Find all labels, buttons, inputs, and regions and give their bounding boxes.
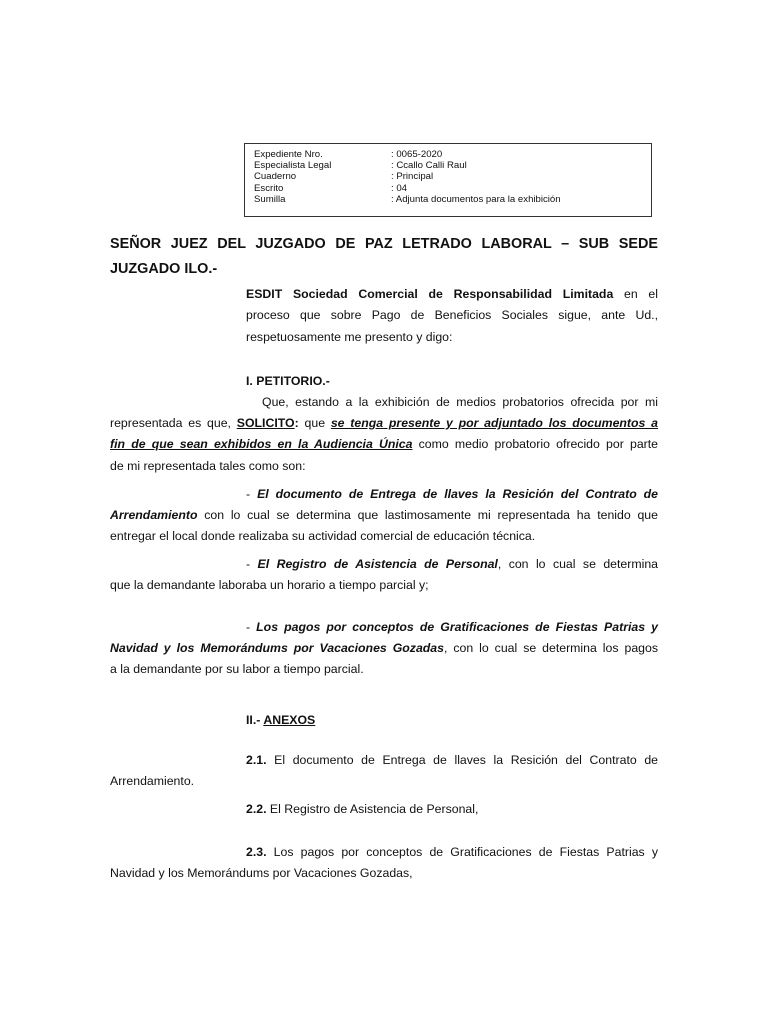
intro-line: respetuosamente me presento y digo: (246, 329, 453, 344)
case-row-especialista (254, 160, 651, 171)
intro-line: proceso que sobre Pago de Beneficios Sociales sigue, ante Ud., (246, 308, 658, 323)
case-row-escrito (254, 183, 651, 194)
evidence-item-2: que la demandante laboraba un horario a tiempo parcial y; (110, 578, 429, 592)
evidence-item-1: Arrendamiento con lo cual se determina que lastimosamente mi representada ha tenido que entregar el local donde realizaba su actividad comercial de educación técnica. (110, 508, 658, 544)
solicito-keyword: SOLICITO (236, 416, 295, 430)
petitorio-line1: Que, estando a la exhibición de medios probatorios ofrecida por mi (262, 395, 658, 409)
addressee-heading-line1: SEÑOR JUEZ DEL JUZGADO DE PAZ LETRADO LABORAL – SUB SEDE (110, 236, 658, 252)
anexo-2-1-line2: Arrendamiento. (110, 774, 195, 788)
intro-paragraph (246, 284, 658, 348)
evidence-item-1-line1: - El documento de Entrega de llaves la Resición del Contrato de (246, 487, 659, 501)
case-value: : Principal (391, 171, 434, 183)
anexo-2-3-line1: 2.3. Los pagos por conceptos de Gratificaciones de Fiestas Patrias y (246, 845, 658, 859)
petitorio-paragraph (110, 413, 658, 477)
case-row-sumilla (254, 194, 651, 205)
case-label: Expediente Nro. (254, 149, 323, 160)
case-value: : 0065-2020 (391, 149, 443, 160)
evidence-item-3: Navidad y los Memorándums por Vacaciones Gozadas, con lo cual se determina los pagos a la demandante por su labor a tiempo parcial. (110, 641, 658, 677)
case-label: Sumilla (254, 193, 286, 205)
evidence-item-2-line1: - El Registro de Asistencia de Personal, con lo cual se determina (246, 557, 659, 571)
anexo-2-2: 2.2. El Registro de Asistencia de Personal, (246, 802, 479, 816)
intro-line: ESDIT Sociedad Comercial de Responsabilidad Limitada en el (246, 287, 658, 301)
petitorio-line: fin de que sean exhibidos en la Audiencia Única como medio probatorio ofrecido por parte (110, 437, 659, 452)
anexo-2-1-line1: 2.1. El documento de Entrega de llaves la Resición del Contrato de (246, 753, 658, 767)
case-label: Especialista Legal (254, 160, 332, 172)
evidence-item-3-line1: - Los pagos por conceptos de Gratificaciones de Fiestas Patrias y (246, 620, 658, 634)
case-label: Escrito (254, 182, 284, 194)
case-value: : 04 (391, 182, 408, 194)
case-label: Cuaderno (254, 171, 297, 183)
anexos-title: II.- ANEXOS (246, 713, 316, 727)
company-name: ESDIT Sociedad Comercial de Responsabilidad Limitada (246, 287, 614, 301)
addressee-heading-line2: JUZGADO ILO.- (110, 261, 218, 277)
case-row-expediente (254, 149, 651, 160)
case-value: : Adjunta documentos para la exhibición (391, 193, 561, 205)
petitorio-title: I. PETITORIO.- (246, 374, 330, 388)
case-row-cuaderno (254, 171, 651, 182)
petitorio-line: de mi representada tales como son: (110, 458, 306, 473)
case-info-box (244, 143, 652, 217)
case-value: : Ccallo Calli Raul (391, 160, 467, 172)
petitorio-line: representada es que, SOLICITO: que se tenga presente y por adjuntado los documentos a (110, 416, 659, 430)
anexo-2-3-line2: Navidad y los Memorándums por Vacaciones Gozadas, (110, 866, 413, 880)
